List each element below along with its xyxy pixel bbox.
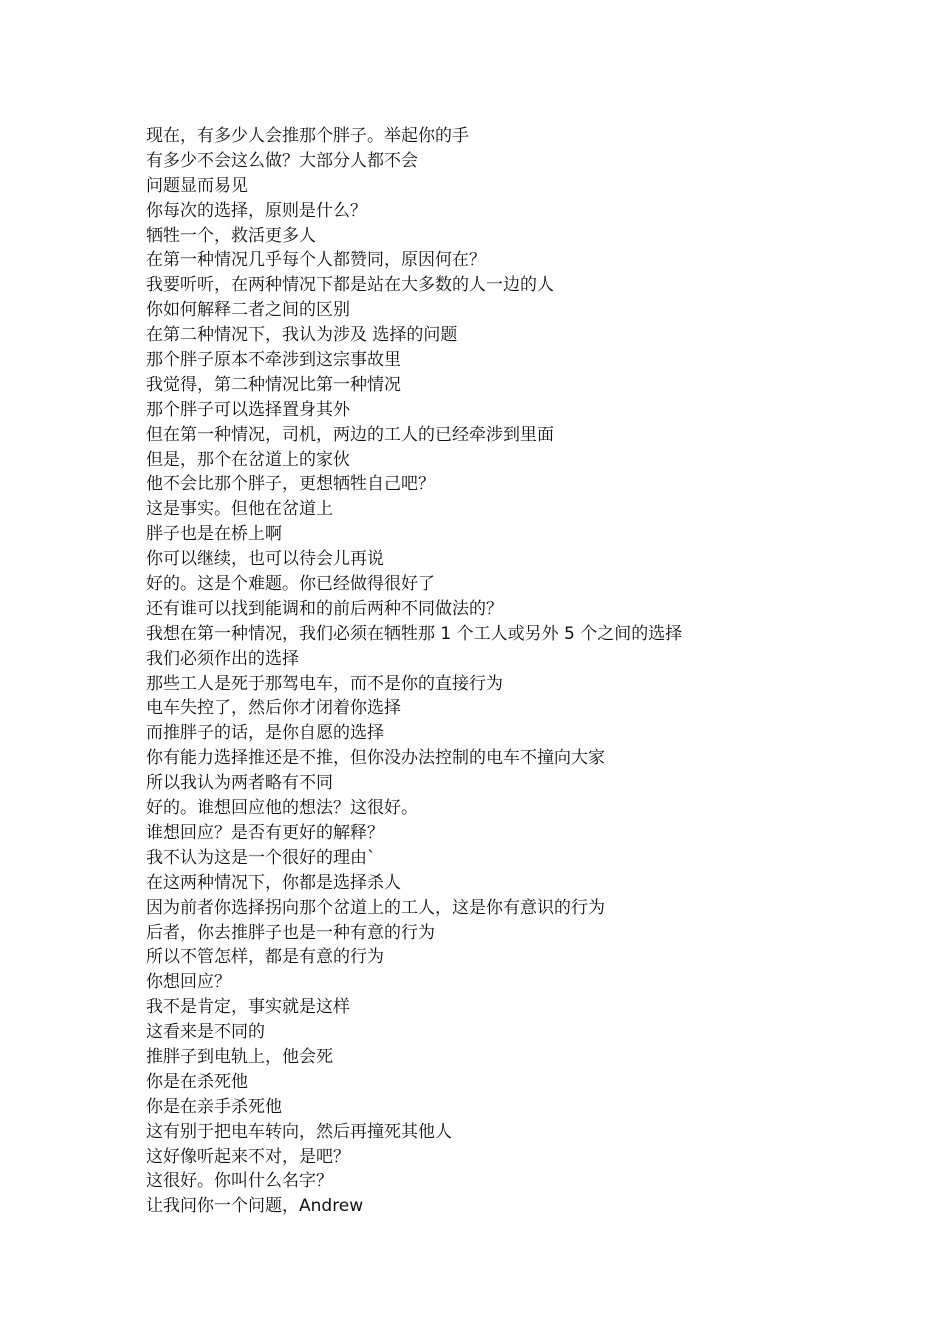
text-line: 所以我认为两者略有不同 xyxy=(146,773,333,794)
text-line: 那个胖子原本不牵涉到这宗事故里 xyxy=(146,350,401,371)
text-line: 我不认为这是一个很好的理由` xyxy=(146,847,376,868)
text-line: 因为前者你选择拐向那个岔道上的工人，这是你有意识的行为 xyxy=(146,897,605,918)
transcript-text xyxy=(146,124,906,1219)
text-line: 这是事实。但他在岔道上 xyxy=(146,499,333,520)
text-line: 你有能力选择推还是不推，但你没办法控制的电车不撞向大家 xyxy=(146,748,605,769)
text-line: 好的。谁想回应他的想法？这很好。 xyxy=(146,798,418,819)
text-line: 我要听听，在两种情况下都是站在大多数的人一边的人 xyxy=(146,275,554,296)
text-line: 我想在第一种情况，我们必须在牺牲那 1 个工人或另外 5 个之间的选择 xyxy=(146,623,683,644)
text-line: 在第二种情况下，我认为涉及 选择的问题 xyxy=(146,325,458,346)
text-line: 我觉得，第二种情况比第一种情况 xyxy=(146,374,401,395)
text-line: 还有谁可以找到能调和的前后两种不同做法的？ xyxy=(146,598,503,619)
text-line: 这看来是不同的 xyxy=(146,1022,265,1043)
text-line: 问题显而易见 xyxy=(146,175,248,196)
text-line: 现在，有多少人会推那个胖子。举起你的手 xyxy=(146,126,469,146)
text-line: 让我问你一个问题，Andrew xyxy=(146,1196,364,1217)
text-line: 我们必须作出的选择 xyxy=(146,648,299,669)
text-line: 这有别于把电车转向，然后再撞死其他人 xyxy=(146,1121,452,1142)
text-line: 好的。这是个难题。你已经做得很好了 xyxy=(146,574,435,595)
text-line: 谁想回应？是否有更好的解释？ xyxy=(146,822,384,843)
text-line: 胖子也是在桥上啊 xyxy=(146,524,282,545)
text-line: 你想回应？ xyxy=(146,972,231,993)
text-line: 而推胖子的话，是你自愿的选择 xyxy=(146,723,384,744)
text-line: 有多少不会这么做？大部分人都不会 xyxy=(146,150,418,171)
text-line: 在这两种情况下，你都是选择杀人 xyxy=(146,872,401,893)
text-line: 在第一种情况几乎每个人都赞同，原因何在？ xyxy=(146,250,486,271)
text-line: 但在第一种情况，司机，两边的工人的已经牵涉到里面 xyxy=(146,424,554,445)
text-line: 这很好。你叫什么名字？ xyxy=(146,1171,333,1192)
text-line: 你每次的选择，原则是什么？ xyxy=(146,200,367,221)
text-line: 他不会比那个胖子，更想牺牲自己吧？ xyxy=(146,474,435,495)
text-line: 你是在亲手杀死他 xyxy=(146,1096,282,1117)
text-line: 牺牲一个，救活更多人 xyxy=(146,225,316,246)
text-line: 你是在杀死他 xyxy=(146,1071,248,1092)
text-line: 那个胖子可以选择置身其外 xyxy=(146,399,350,420)
text-line: 后者，你去推胖子也是一种有意的行为 xyxy=(146,922,435,943)
text-line: 这好像听起来不对，是吧？ xyxy=(146,1146,350,1167)
text-line: 我不是肯定，事实就是这样 xyxy=(146,997,350,1018)
text-line: 推胖子到电轨上，他会死 xyxy=(146,1046,333,1067)
text-line: 你如何解释二者之间的区别 xyxy=(146,300,350,321)
text-line: 所以不管怎样，都是有意的行为 xyxy=(146,947,384,968)
text-line: 电车失控了，然后你才闭着你选择 xyxy=(146,698,401,719)
text-line: 那些工人是死于那驾电车，而不是你的直接行为 xyxy=(146,673,503,694)
text-line: 但是，那个在岔道上的家伙 xyxy=(146,449,350,470)
text-line: 你可以继续，也可以待会儿再说 xyxy=(146,549,384,570)
